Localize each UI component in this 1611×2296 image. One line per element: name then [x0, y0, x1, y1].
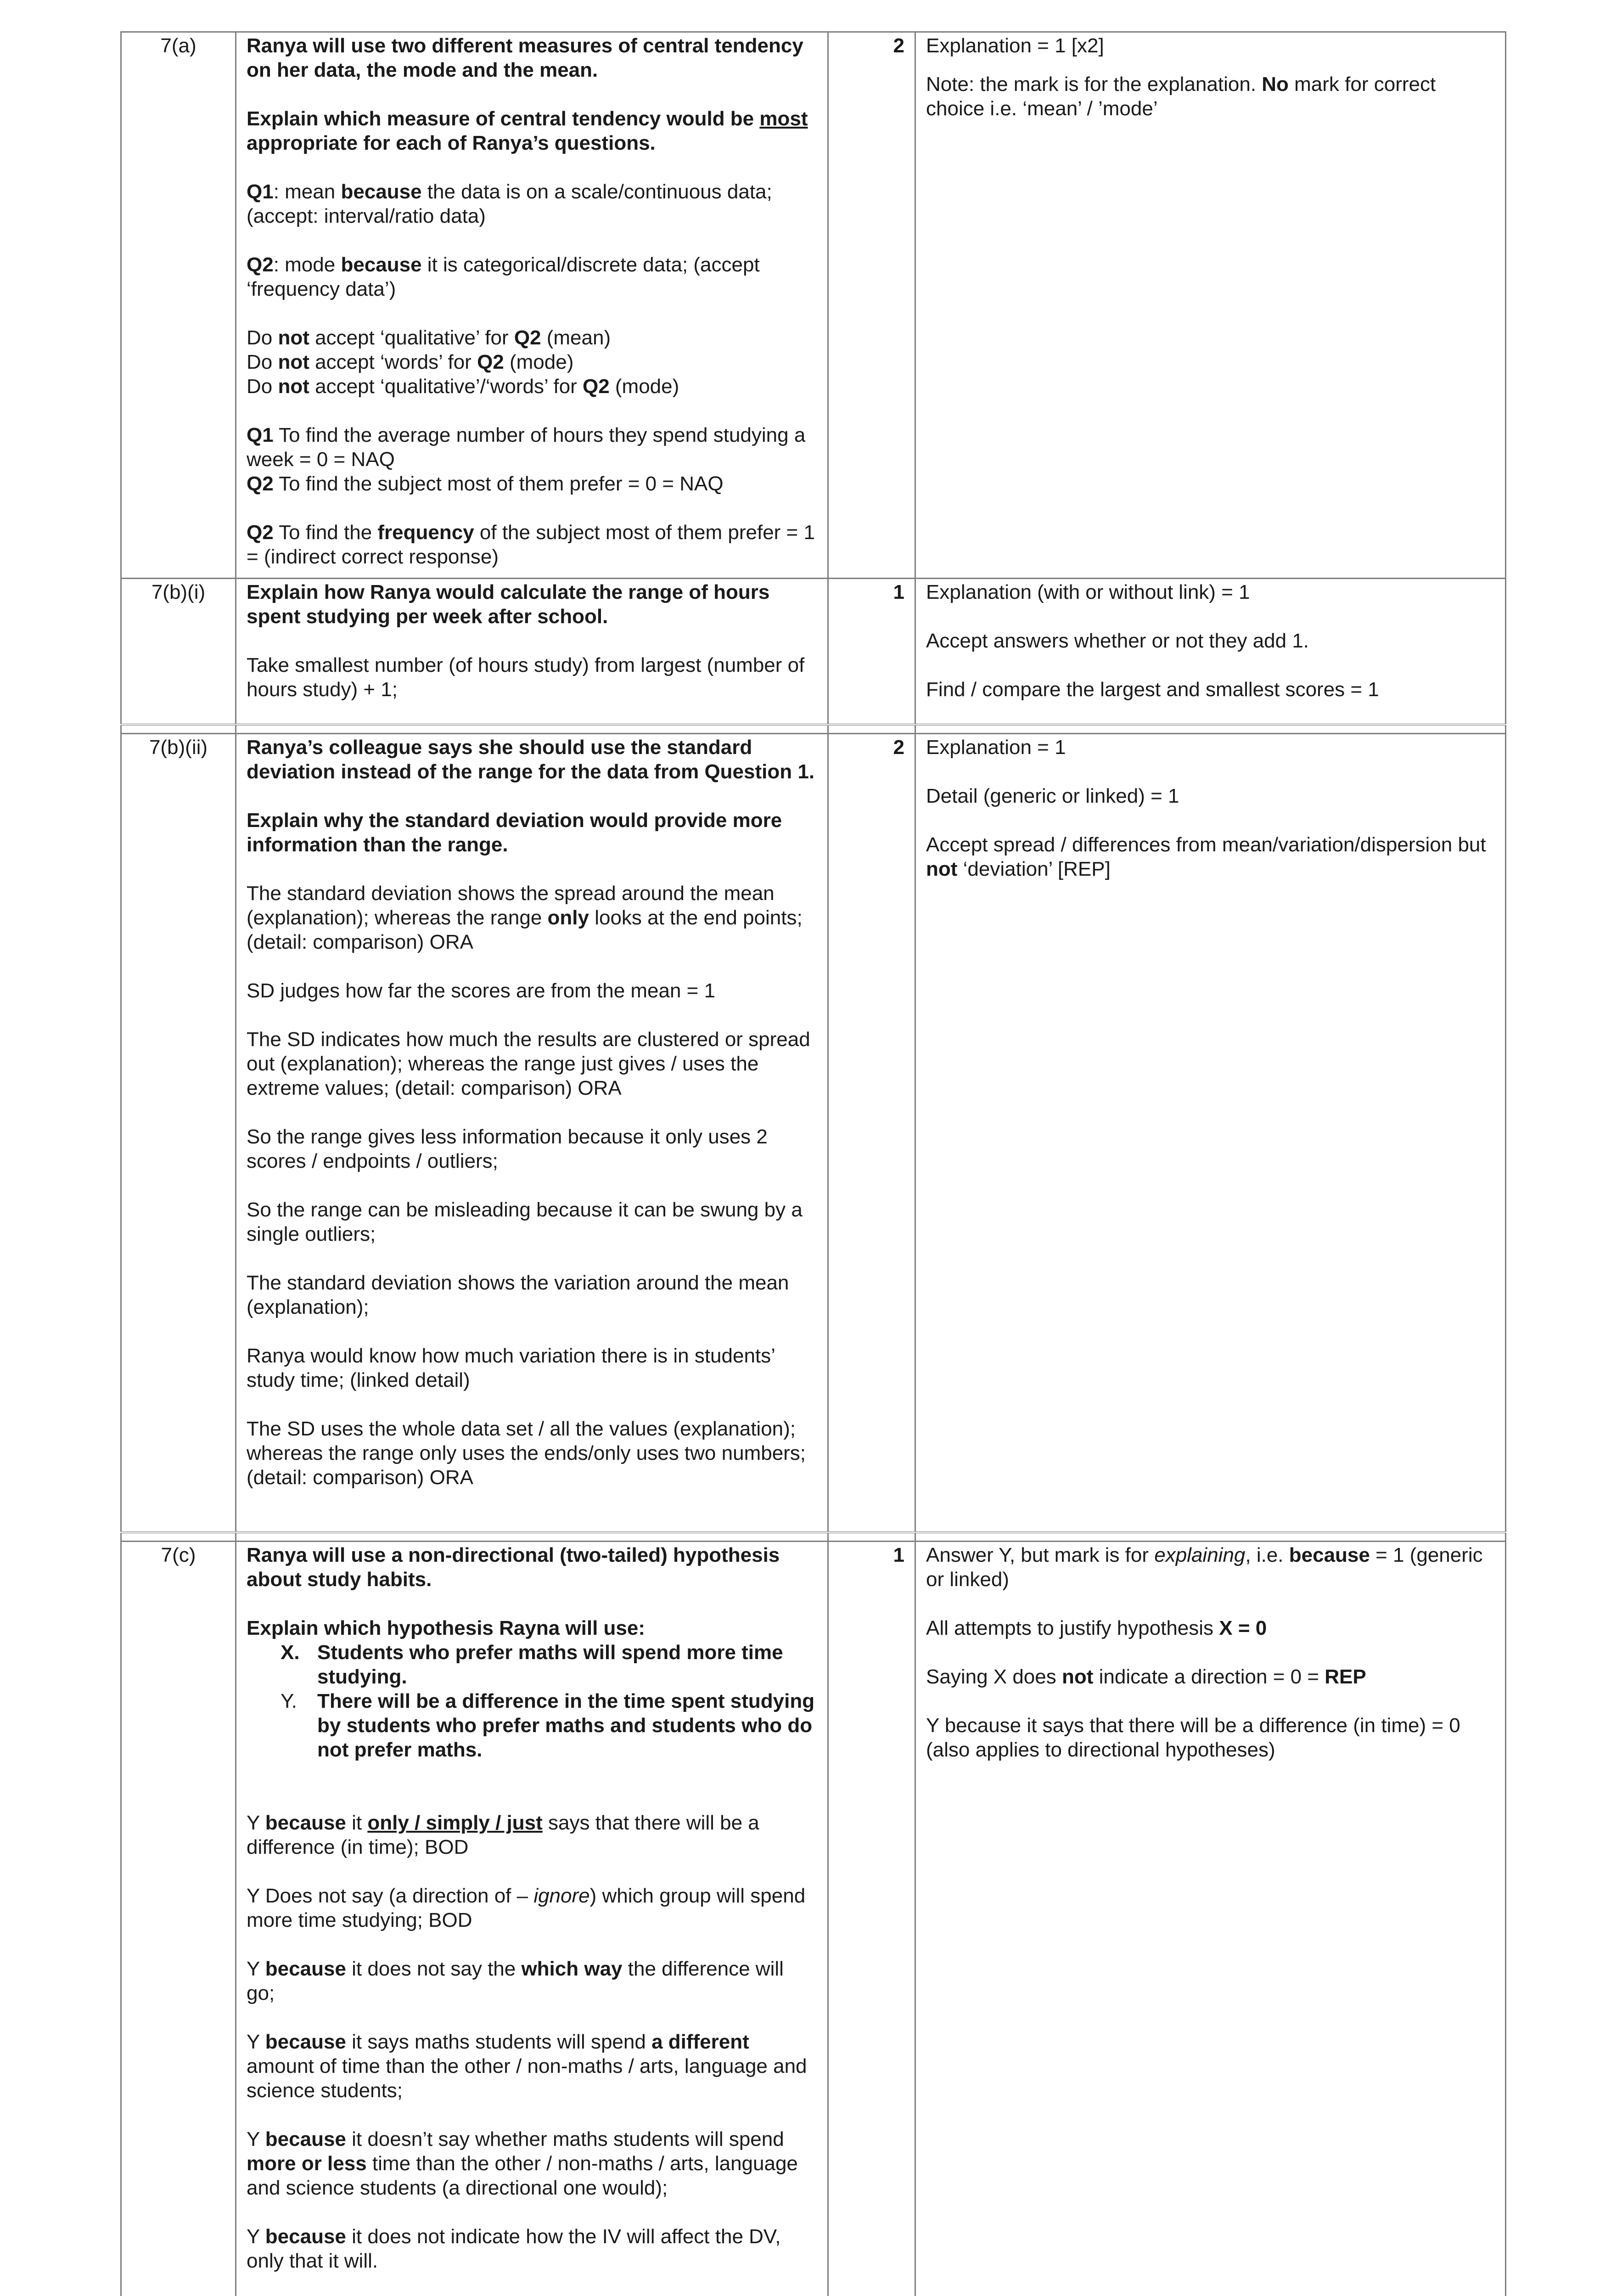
answer-point: Q1 To find the average number of hours they spend studying a week = 0 = NAQ Q2 To find the subject most of them prefer = 0 = NAQ [247, 424, 806, 495]
row-separator [121, 725, 1506, 734]
question-number: 7(b)(i) [121, 579, 236, 725]
guidance-point: Explanation (with or without link) = 1 [926, 581, 1250, 603]
answer-point: Q1: mean because the data is on a scale/continuous data; (accept: interval/ratio data) [247, 180, 772, 227]
hypothesis-option: Y. There will be a difference in the time spent studying by students who prefer maths and students who do not prefer maths. [281, 1690, 815, 1761]
answer-point: So the range gives less information because it only uses 2 scores / endpoints / outliers; [247, 1125, 768, 1172]
answer-point: The SD uses the whole data set / all the values (explanation); whereas the range only uses the ends/only uses two numbers; (detail: comparison) ORA [247, 1417, 806, 1489]
answer-point: Ranya would know how much variation there is in students’ study time; (linked detail) [247, 1344, 775, 1391]
question-number: 7(b)(ii) [121, 733, 236, 1532]
question-text: Ranya’s colleague says she should use the standard deviation instead of the range for the data from Question 1. [247, 736, 815, 783]
row-separator [121, 1532, 1506, 1542]
answer-point: Y because it does not indicate how the IV will affect the DV, only that it will. [247, 2225, 781, 2272]
table-row [121, 1542, 1506, 2296]
guidance-cell [915, 579, 1506, 725]
guidance-point: Find / compare the largest and smallest scores = 1 [926, 678, 1379, 701]
guidance-point: Saying X does not indicate a direction = 0 = REP [926, 1666, 1366, 1688]
question-number: 7(c) [121, 1542, 236, 2296]
mark-scheme-table [120, 31, 1506, 2296]
answer-point: Y Does not say (a direction of – ignore) which group will spend more time studying; BOD [247, 1885, 806, 1931]
guidance-cell [915, 1542, 1506, 2296]
mark-scheme-page [120, 31, 1505, 2296]
question-and-answer-cell [236, 579, 828, 725]
guidance-point: Y because it says that there will be a difference (in time) = 0 (also applies to directional hypotheses) [926, 1714, 1460, 1761]
question-and-answer-cell [236, 32, 828, 579]
answer-point: Q2: mode because it is categorical/discrete data; (accept ‘frequency data’) [247, 253, 760, 300]
hypothesis-options [247, 1640, 817, 1762]
question-text: Ranya will use a non-directional (two-tailed) hypothesis about study habits. [247, 1544, 780, 1591]
question-text: Explain why the standard deviation would provide more information than the range. [247, 809, 782, 856]
table-row [121, 32, 1506, 579]
guidance-point: Accept spread / differences from mean/variation/dispersion but not ‘deviation’ [REP] [926, 833, 1486, 880]
answer-point: Y because it does not say the which way the difference will go; [247, 1958, 784, 2004]
question-number: 7(a) [121, 32, 236, 579]
answer-point: The SD indicates how much the results are clustered or spread out (explanation); whereas the range just gives / uses the extreme values; (detail: comparison) ORA [247, 1028, 810, 1099]
guidance-point: Explanation = 1 [926, 736, 1066, 759]
table-row [121, 733, 1506, 1532]
answer-point: The standard deviation shows the variation around the mean (explanation); [247, 1271, 789, 1318]
guidance-point: Note: the mark is for the explanation. No mark for correct choice i.e. ‘mean’ / ’mode’ [926, 73, 1436, 120]
answer-point: Take smallest number (of hours study) from largest (number of hours study) + 1; [247, 654, 805, 701]
marks-value: 2 [828, 733, 915, 1532]
guidance-cell [915, 32, 1506, 579]
answer-point: Y because it doesn’t say whether maths students will spend more or less time than the other / non-maths / arts, language and science students (a directional one would); [247, 2128, 798, 2199]
marks-value: 1 [828, 579, 915, 725]
question-text: Ranya will use two different measures of central tendency on her data, the mode and the mean. [247, 34, 803, 81]
answer-point: So the range can be misleading because it can be swung by a single outliers; [247, 1198, 803, 1245]
question-text: Explain how Ranya would calculate the range of hours spent studying per week after school. [247, 581, 770, 628]
answer-point: Q2 To find the frequency of the subject most of them prefer = 1 = (indirect correct response) [247, 521, 815, 568]
table-row [121, 579, 1506, 725]
guidance-point: All attempts to justify hypothesis X = 0 [926, 1617, 1267, 1639]
answer-point: Y because it only / simply / just says that there will be a difference (in time); BOD [247, 1812, 759, 1858]
marks-value: 2 [828, 32, 915, 579]
marks-value: 1 [828, 1542, 915, 2296]
answer-point: The standard deviation shows the spread around the mean (explanation); whereas the range only looks at the end points; (detail: comparison) ORA [247, 882, 803, 953]
guidance-point: Explanation = 1 [x2] [926, 34, 1104, 57]
question-and-answer-cell [236, 733, 828, 1532]
guidance-point: Detail (generic or linked) = 1 [926, 784, 1179, 807]
hypothesis-option: X. Students who prefer maths will spend more time studying. [281, 1641, 783, 1688]
guidance-point: Accept answers whether or not they add 1. [926, 630, 1309, 652]
question-text: Explain which hypothesis Rayna will use: [247, 1617, 645, 1639]
question-and-answer-cell [236, 1542, 828, 2296]
answer-point: Y because it says maths students will spend a different amount of time than the other / non-maths / arts, language and science students; [247, 2031, 807, 2102]
guidance-point: Answer Y, but mark is for explaining, i.e. because = 1 (generic or linked) [926, 1544, 1483, 1591]
question-text: Explain which measure of central tendency would be most appropriate for each of Ranya’s questions. [247, 107, 808, 154]
answer-point: Do not accept ‘qualitative’ for Q2 (mean) Do not accept ‘words’ for Q2 (mode) Do not accept ‘qualitative’/‘words’ for Q2 (mode) [247, 326, 679, 398]
answer-point: SD judges how far the scores are from the mean = 1 [247, 979, 716, 1002]
guidance-cell [915, 733, 1506, 1532]
